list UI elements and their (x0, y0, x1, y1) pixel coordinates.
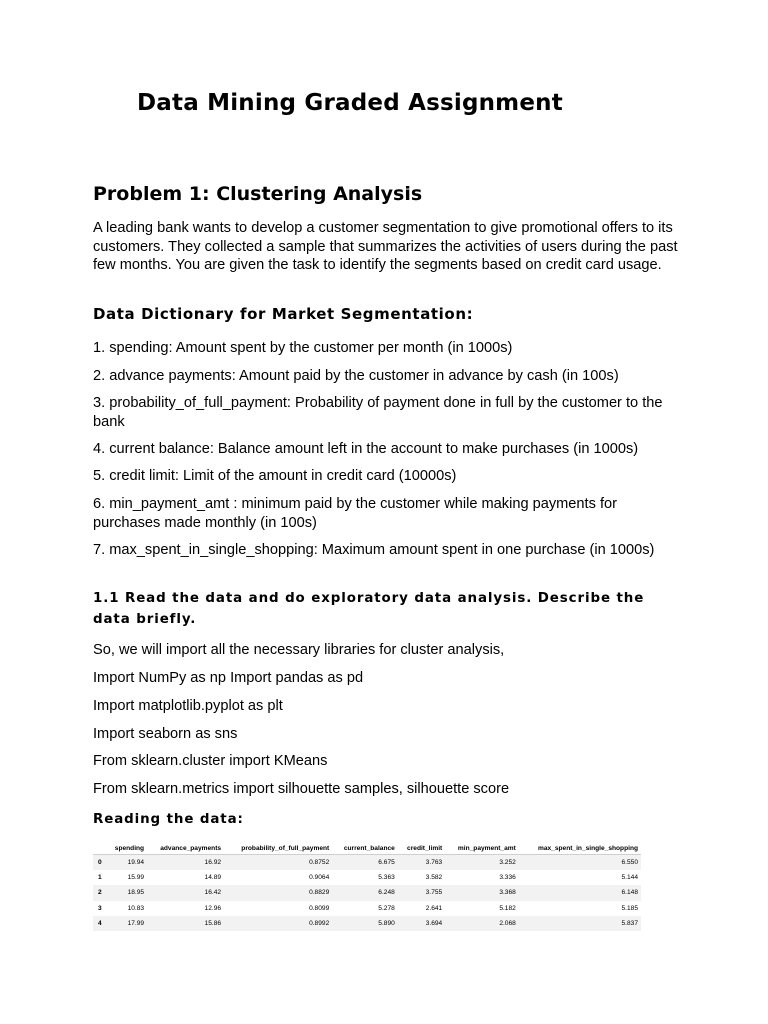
table-cell: 5.890 (332, 916, 398, 931)
column-header: credit_limit (398, 843, 445, 855)
table-cell: 5.182 (499, 904, 516, 912)
table-cell: 4 (93, 916, 106, 931)
table-cell: 5.185 (621, 904, 638, 912)
table-cell: 5.363 (378, 874, 395, 882)
import-line: Import seaborn as sns (93, 726, 238, 742)
table-cell: 3 (98, 904, 102, 912)
table-cell: 3.336 (499, 874, 516, 882)
table-cell: 3.368 (445, 885, 519, 900)
intro-paragraph: A leading bank wants to develop a customer segmentation to give promotional offers to its customers. They collected a sample that summarizes the activities of users during the past few months. You are given the task to identify the segments based on credit card usage. (93, 220, 678, 273)
table-cell: 6.550 (519, 855, 641, 871)
table-cell: 15.99 (127, 874, 145, 882)
table-cell: 2 (93, 885, 106, 900)
table-row (93, 901, 641, 916)
dictionary-item: 2. advance payments: Amount paid by the customer in advance by cash (in 100s) (93, 368, 619, 384)
import-intro: So, we will import all the necessary libraries for cluster analysis, (93, 642, 505, 658)
table-cell: 3.694 (398, 916, 445, 931)
table-cell: 3.763 (398, 855, 445, 871)
import-line: Import matplotlib.pyplot as plt (93, 698, 283, 714)
table-cell: 16.92 (147, 855, 224, 871)
table-cell: 6.248 (332, 885, 398, 900)
table-cell: 19.94 (106, 855, 147, 871)
table-row (93, 855, 641, 871)
table-cell: 12.96 (204, 904, 222, 912)
column-header: advance_payments (147, 843, 224, 855)
table-cell: 17.99 (106, 916, 147, 931)
table-row (93, 885, 641, 900)
table-cell: 0.9064 (309, 874, 330, 882)
table-cell: 15.86 (147, 916, 224, 931)
column-header: current_balance (332, 843, 398, 855)
table-cell: 0.8829 (224, 885, 332, 900)
table-cell: 10.83 (127, 904, 145, 912)
table-header-row (93, 843, 641, 855)
column-header (93, 843, 106, 855)
dictionary-item: 3. probability_of_full_payment: Probability of payment done in full by the customer to the bank (93, 395, 663, 430)
question-heading: 1.1 Read the data and do exploratory data analysis. Describe the data briefly. (93, 591, 645, 627)
table-cell: 0.8992 (224, 916, 332, 931)
table-cell: 3.755 (398, 885, 445, 900)
document-title: Data Mining Graded Assignment (137, 90, 563, 116)
table-cell: 5.837 (519, 916, 641, 931)
table-cell: 6.148 (519, 885, 641, 900)
dictionary-item: 7. max_spent_in_single_shopping: Maximum amount spent in one purchase (in 1000s) (93, 542, 655, 558)
import-line: From sklearn.cluster import KMeans (93, 753, 328, 769)
table-cell: 6.675 (332, 855, 398, 871)
table-cell: 2.068 (445, 916, 519, 931)
table-cell: 1 (98, 874, 102, 882)
reading-heading: Reading the data: (93, 812, 244, 827)
problem-heading: Problem 1: Clustering Analysis (93, 183, 423, 205)
dictionary-item: 6. min_payment_amt : minimum paid by the customer while making payments for purchases made monthly (in 100s) (93, 496, 617, 531)
dictionary-heading: Data Dictionary for Market Segmentation: (93, 305, 474, 323)
table-cell: 0.8099 (309, 904, 330, 912)
table-cell: 5.278 (378, 904, 395, 912)
dictionary-item: 1. spending: Amount spent by the customer per month (in 1000s) (93, 340, 513, 356)
dictionary-item: 5. credit limit: Limit of the amount in credit card (10000s) (93, 468, 457, 484)
table-cell: 18.95 (106, 885, 147, 900)
table-cell: 16.42 (147, 885, 224, 900)
column-header: min_payment_amt (445, 843, 519, 855)
column-header: max_spent_in_single_shopping (519, 843, 641, 855)
table-cell: 5.144 (621, 874, 638, 882)
import-line: Import NumPy as np Import pandas as pd (93, 670, 364, 686)
table-cell: 0.8752 (224, 855, 332, 871)
table-cell: 3.252 (445, 855, 519, 871)
column-header: spending (106, 843, 147, 855)
table-cell: 0 (93, 855, 106, 871)
column-header: probability_of_full_payment (224, 843, 332, 855)
table-row (93, 916, 641, 931)
dictionary-item: 4. current balance: Balance amount left in the account to make purchases (in 1000s) (93, 441, 639, 457)
table-cell: 14.89 (204, 874, 222, 882)
dataframe-table (93, 843, 641, 931)
table-cell: 2.641 (425, 904, 443, 912)
table-cell: 3.582 (425, 874, 443, 882)
import-line: From sklearn.metrics import silhouette samples, silhouette score (93, 781, 510, 797)
table-row (93, 870, 641, 885)
